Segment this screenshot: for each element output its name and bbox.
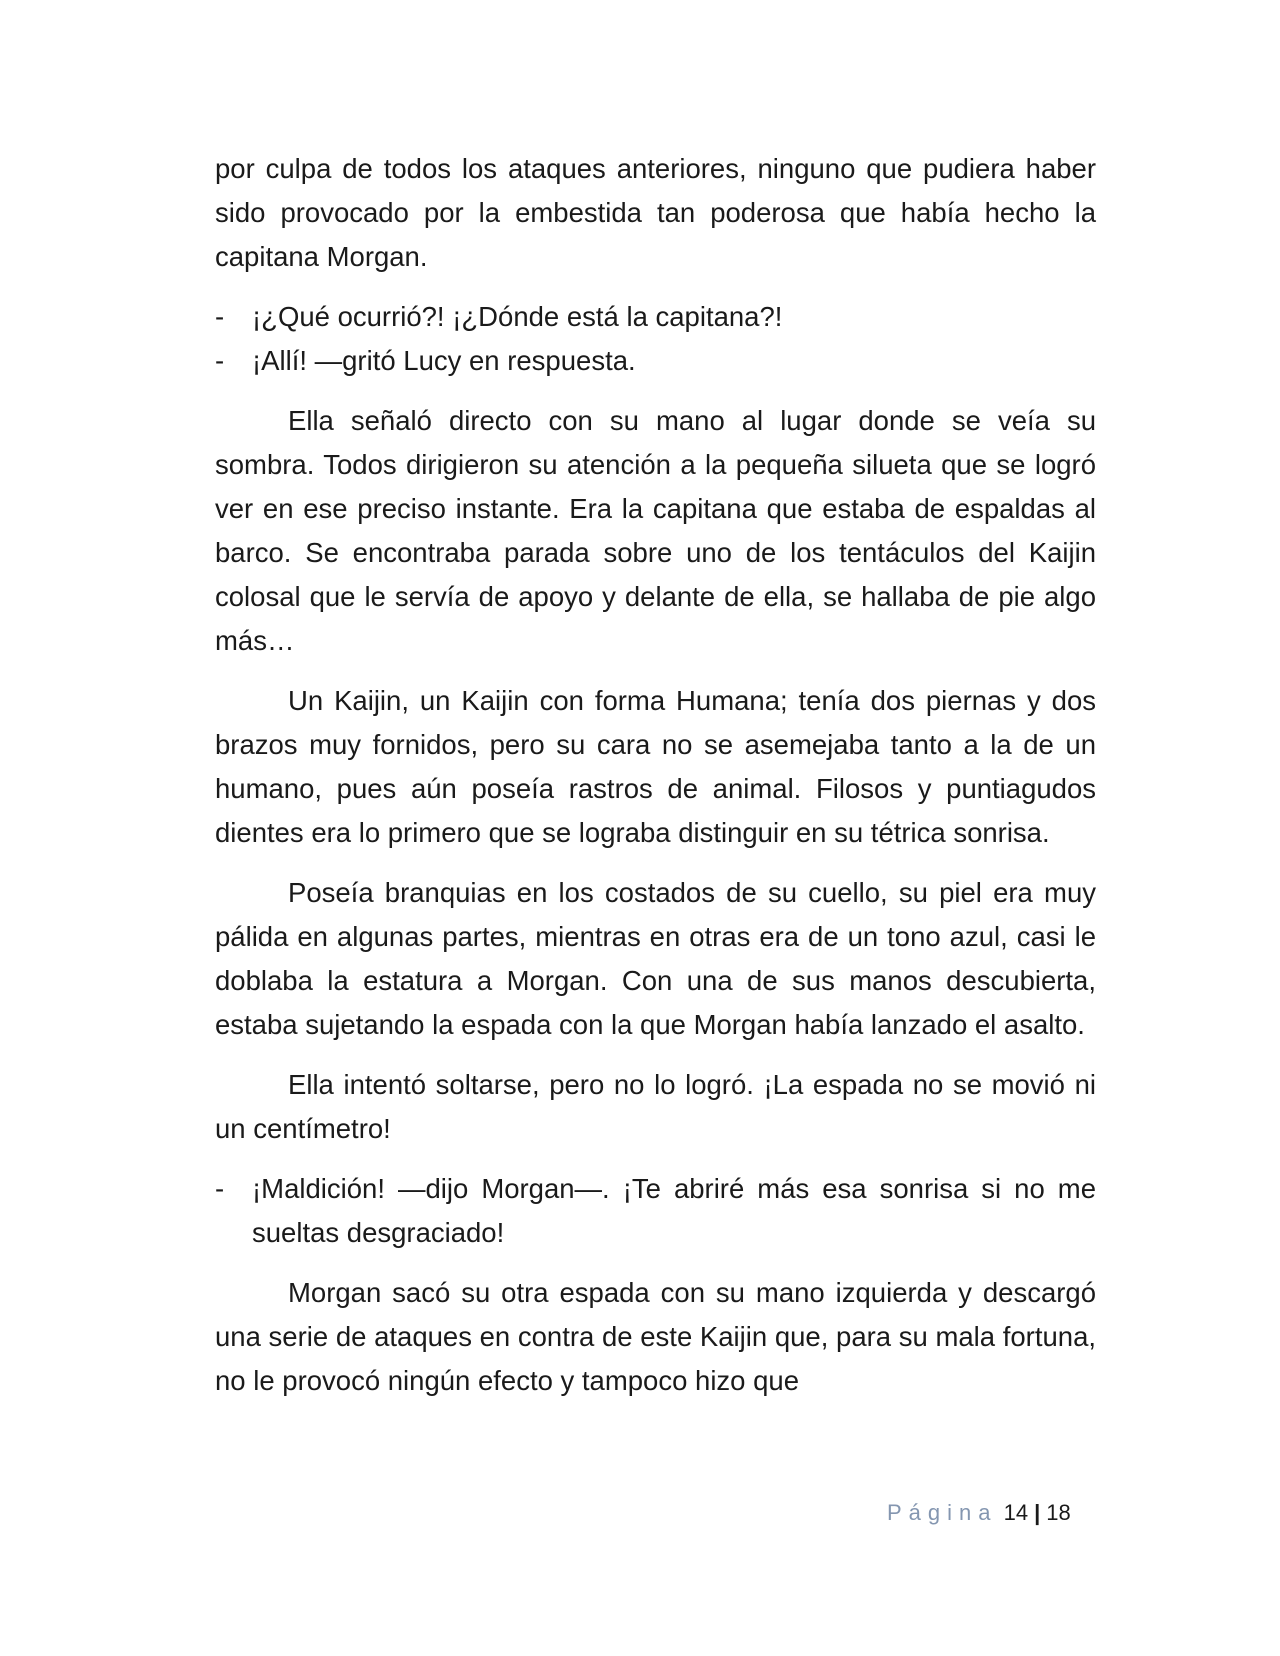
- paragraph-continuation: por culpa de todos los ataques anteriores, ninguno que pudiera haber sido provocado por la embestida tan poderosa que había hecho la capitana Morgan.: [215, 153, 1096, 272]
- total-pages-number: 18: [1046, 1500, 1071, 1525]
- paragraph: Morgan sacó su otra espada con su mano izquierda y descargó una serie de ataques en contra de este Kaijin que, para su mala fortuna, no le provocó ningún efecto y tampoco hizo que: [215, 1277, 1096, 1396]
- paragraph: Un Kaijin, un Kaijin con forma Humana; tenía dos piernas y dos brazos muy fornidos, pero su cara no se asemejaba tanto a la de un humano, pues aún poseía rastros de animal. Filosos y puntiagudos dientes era lo primero que se lograba distinguir en su tétrica sonrisa.: [215, 685, 1096, 848]
- dialogue-text: ¡¿Qué ocurrió?! ¡¿Dónde está la capitana?!: [252, 301, 783, 332]
- paragraph: Ella intentó soltarse, pero no lo logró. ¡La espada no se movió ni un centímetro!: [215, 1069, 1096, 1144]
- page-body: [215, 147, 1096, 1419]
- current-page-number: 14: [1003, 1500, 1029, 1525]
- dialogue-line: [215, 1167, 1096, 1255]
- paragraph: Ella señaló directo con su mano al lugar donde se veía su sombra. Todos dirigieron su atención a la pequeña silueta que se logró ver en ese preciso instante. Era la capitana que estaba de espaldas al barco. Se encontraba parada sobre uno de los tentáculos del Kaijin colosal que le servía de apoyo y delante de ella, se hallaba de pie algo más…: [215, 405, 1096, 656]
- dialogue-dash: -: [215, 1173, 225, 1204]
- page-separator: |: [1034, 1500, 1041, 1525]
- page-label: Página: [887, 1500, 998, 1525]
- dialogue-dash: -: [215, 345, 225, 376]
- dialogue-text: ¡Allí! —gritó Lucy en respuesta.: [252, 345, 636, 376]
- paragraph: Poseía branquias en los costados de su cuello, su piel era muy pálida en algunas partes, mientras en otras era de un tono azul, casi le doblaba la estatura a Morgan. Con una de sus manos descubierta, estaba sujetando la espada con la que Morgan había lanzado el asalto.: [215, 877, 1096, 1040]
- dialogue-line: [215, 339, 1096, 383]
- page-footer: [887, 1498, 1071, 1528]
- dialogue-group-2: [215, 1167, 1096, 1255]
- dialogue-text: ¡Maldición! —dijo Morgan—. ¡Te abriré más esa sonrisa si no me sueltas desgraciado!: [252, 1173, 1096, 1248]
- dialogue-line: [215, 295, 1096, 339]
- dialogue-dash: -: [215, 301, 225, 332]
- dialogue-group-1: [215, 295, 1096, 383]
